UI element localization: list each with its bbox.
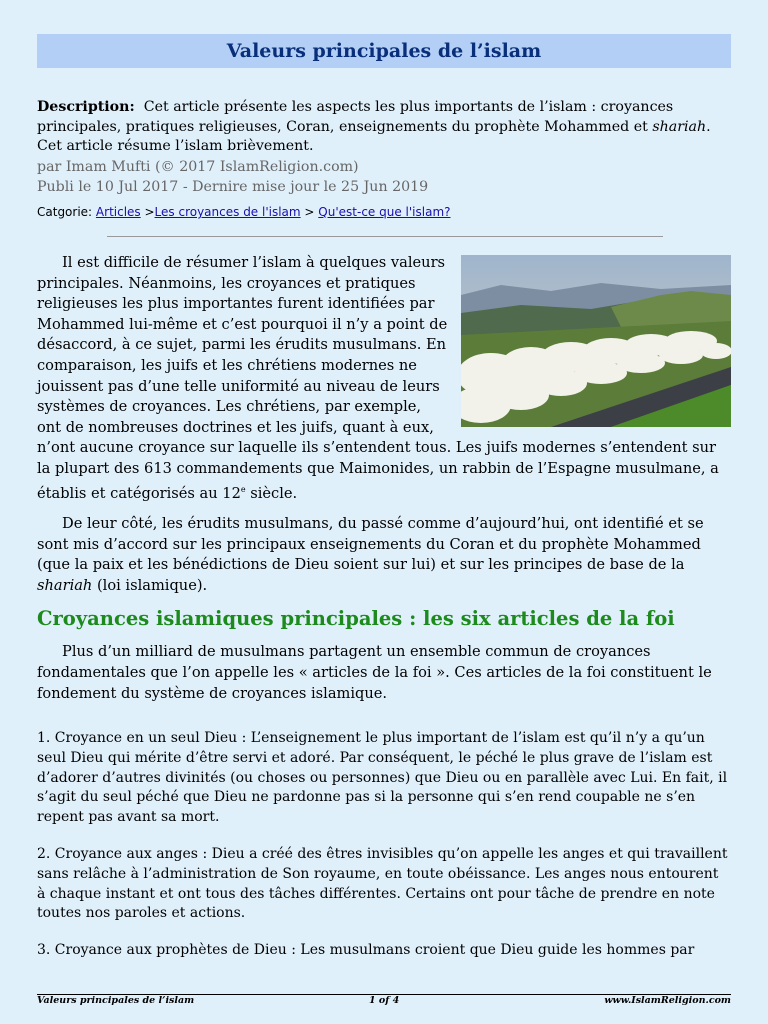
orchard-illustration	[461, 255, 731, 427]
paragraph-1-text: Il est difficile de résumer l’islam à quelques valeurs principales. Néanmoins, les croyances et pratiques religieuses les plus importantes furent identifiées par Mohammed lui-même et c’est pourquoi il n’y a point de désaccord, à ce sujet, parmi les érudits musulmans. En comparaison, les juifs et les chrétiens modernes ne jouissent pas d’une telle uniformité au niveau de leurs systèmes de croyances. Les chrétiens, par exemple, ont de nombreuses doctrines et les juifs, quant à eux, n’ont aucune croyance sur laquelle ils s’entendent tous. Les juifs modernes s’entendent sur la plupart des 613 commandements que Maimonides, un rabbin de l’Espagne musulmane, a établis et catégorisés au 12	[37, 254, 719, 502]
breadcrumb-link-croyances[interactable]: Les croyances de l'islam	[154, 205, 301, 219]
list-item: 1. Croyance en un seul Dieu : L’enseignement le plus important de l’islam est qu’il n’y a qu’un seul Dieu qui mérite d’être servi et adoré. Par conséquent, le péché le plus grave de l’islam est d’adorer d’autres divinités (ou choses ou personnes) que Dieu ou en parallèle avec Lui. En fait, il s’agit du seul péché que Dieu ne pardonne pas si la personne qui s’en rend coupable ne s’en repent pas avant sa mort.	[37, 730, 728, 826]
description-text-1: Cet article présente les aspects les plus importants de l’islam : croyances principales, pratiques religieuses, Coran, enseignements du prophète Mohammed et	[37, 99, 674, 135]
footer-title: Valeurs principales de l’islam	[37, 995, 195, 1006]
footer-page-number: 1 of 4	[369, 995, 400, 1006]
footer-website: www.IslamReligion.com	[604, 995, 731, 1006]
list-item: 2. Croyance aux anges : Dieu a créé des êtres invisibles qu’on appelle les anges et qui travaillent sans relâche à l’administration de Son royaume, en toute obéissance. Les anges nous entourent à chaque instant et ont tous des tâches différentes. Certains ont pour tâche de prendre en note toutes nos paroles et actions.	[37, 845, 728, 922]
description	[37, 98, 737, 157]
breadcrumb-separator: >	[140, 205, 155, 219]
paragraph-3: Plus d’un milliard de musulmans partagent un ensemble commun de croyances fondamentales que l’on appelle les « articles de la foi ». Ces articles de la foi constituent le fondement du système de croyances islamique.	[37, 643, 712, 702]
description-text-2: . Cet article résume l’islam brièvement.	[37, 118, 711, 154]
author-line: par Imam Mufti (© 2017 IslamReligion.com)	[37, 159, 359, 175]
page-title: Valeurs principales de l’islam	[226, 40, 542, 62]
breadcrumb-link-islam[interactable]: Qu'est-ce que l'islam?	[318, 205, 451, 219]
description-italic: shariah	[652, 118, 707, 135]
published-line: Publi le 10 Jul 2017 - Dernire mise jour le 25 Jun 2019	[37, 178, 429, 195]
paragraph-1-end: siècle.	[245, 484, 298, 502]
paragraph-2-text: De leur côté, les érudits musulmans, du passé comme d’aujourd’hui, ont identifié et se sont mis d’accord sur les principaux enseignements du Coran et du prophète Mohammed (que la paix et les bénédictions de Dieu soient sur lui) et sur les principes de base de la	[37, 514, 704, 574]
orchard-photo	[461, 255, 731, 427]
paragraph-2	[37, 514, 731, 596]
list-item: 3. Croyance aux prophètes de Dieu : Les musulmans croient que Dieu guide les hommes par	[37, 942, 695, 959]
breadcrumb-separator: >	[300, 205, 319, 219]
description-label: Description:	[37, 99, 135, 115]
title-bar	[37, 34, 731, 68]
breadcrumb	[37, 205, 451, 219]
breadcrumb-link-articles[interactable]: Articles	[95, 205, 141, 219]
breadcrumb-label: Catgorie:	[37, 205, 93, 219]
articles-list	[37, 729, 731, 978]
section-heading: Croyances islamiques principales : les six articles de la foi	[37, 607, 675, 631]
paragraph-2-end: (loi islamique).	[92, 576, 208, 594]
divider	[107, 236, 663, 237]
superscript: e	[240, 484, 246, 494]
article-body	[37, 253, 731, 714]
paragraph-2-italic: shariah	[37, 576, 93, 594]
